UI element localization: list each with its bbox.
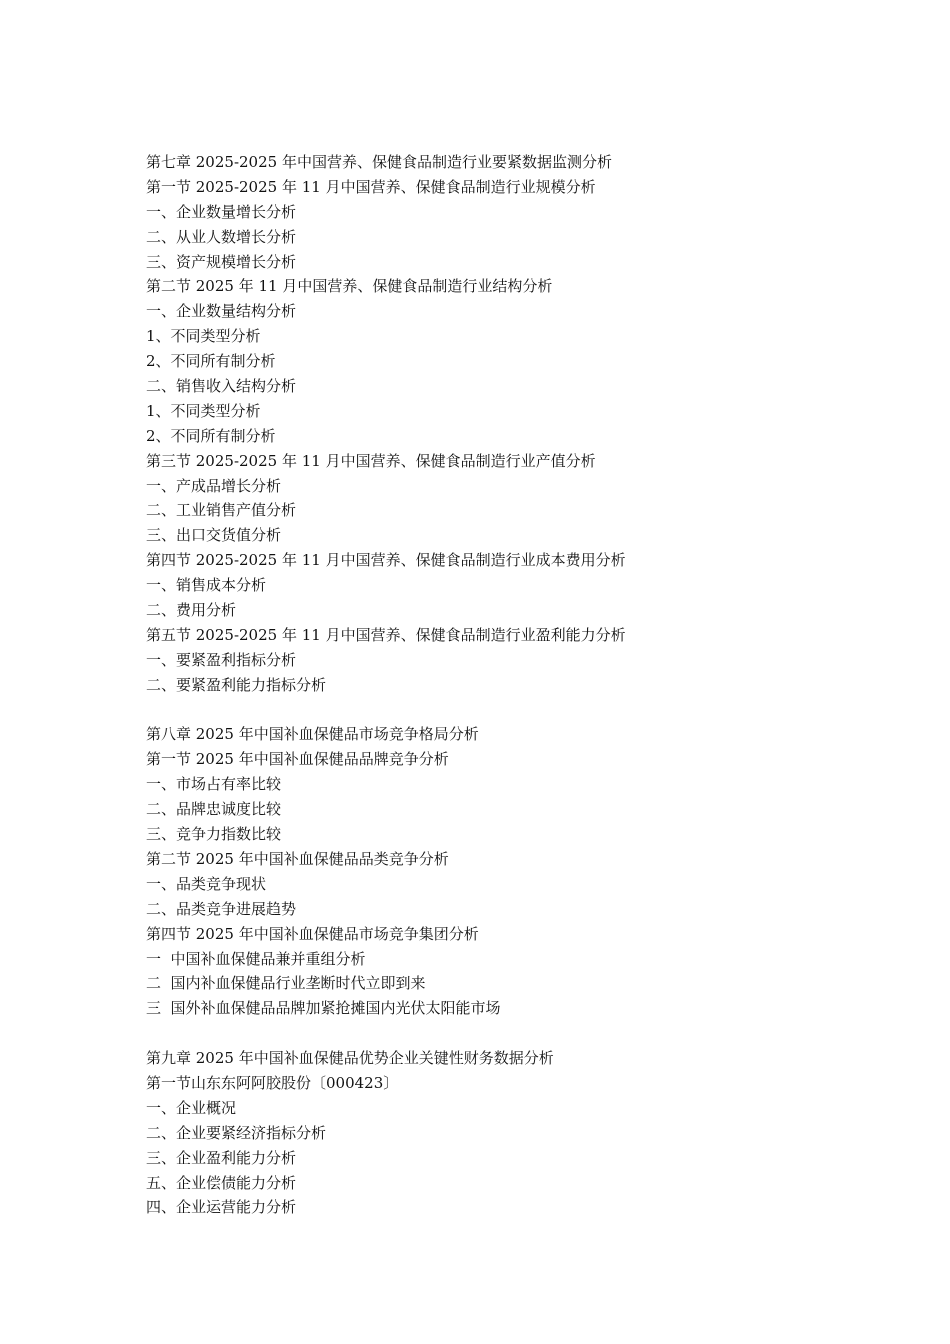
list-item: 二、品类竞争进展趋势	[146, 899, 297, 918]
list-item: 一 中国补血保健品兼并重组分析	[146, 949, 366, 968]
list-item: 一、品类竞争现状	[146, 874, 267, 893]
list-item: 1、不同类型分析	[146, 401, 261, 420]
list-item: 五、企业偿债能力分析	[146, 1173, 297, 1192]
section-title: 第二节 2025 年 11 月中国营养、保健食品制造行业结构分析	[146, 277, 553, 296]
paragraph-gap	[146, 698, 866, 723]
list-item: 2、不同所有制分析	[146, 352, 276, 371]
list-item: 一、要紧盈利指标分析	[146, 650, 297, 669]
list-item: 二、品牌忠诚度比较	[146, 800, 282, 819]
section-title: 第三节 2025-2025 年 11 月中国营养、保健食品制造行业产值分析	[146, 451, 596, 470]
section-title: 第一节山东东阿阿胶股份〔000423〕	[146, 1073, 399, 1092]
list-item: 二、工业销售产值分析	[146, 501, 297, 520]
chapter-title: 第九章 2025 年中国补血保健品优势企业关键性财务数据分析	[146, 1049, 554, 1068]
list-item: 二、要紧盈利能力指标分析	[146, 675, 327, 694]
chapter-title: 第八章 2025 年中国补血保健品市场竞争格局分析	[146, 725, 479, 744]
chapter-title: 第七章 2025-2025 年中国营养、保健食品制造行业要紧数据监测分析	[146, 153, 612, 171]
list-item: 一、企业数量结构分析	[146, 302, 297, 321]
list-item: 一、企业数量增长分析	[146, 202, 297, 221]
list-item: 三 国外补血保健品品牌加紧抢摊国内光伏太阳能市场	[146, 999, 501, 1018]
list-item: 2、不同所有制分析	[146, 426, 276, 445]
list-item: 一、销售成本分析	[146, 576, 267, 595]
list-item: 二、费用分析	[146, 601, 237, 620]
section-title: 第四节 2025-2025 年 11 月中国营养、保健食品制造行业成本费用分析	[146, 551, 626, 570]
list-item: 二、企业要紧经济指标分析	[146, 1123, 327, 1142]
chapter-9	[146, 1046, 866, 1220]
section-title: 第二节 2025 年中国补血保健品品类竞争分析	[146, 849, 449, 868]
section-title: 第五节 2025-2025 年 11 月中国营养、保健食品制造行业盈利能力分析	[146, 625, 626, 644]
list-item: 二、销售收入结构分析	[146, 377, 297, 396]
list-item: 一、市场占有率比较	[146, 775, 282, 794]
list-item: 1、不同类型分析	[146, 327, 261, 346]
list-item: 二、从业人数增长分析	[146, 227, 297, 246]
list-item: 三、企业盈利能力分析	[146, 1148, 297, 1167]
list-item: 四、企业运营能力分析	[146, 1198, 297, 1217]
section-title: 第一节 2025-2025 年 11 月中国营养、保健食品制造行业规模分析	[146, 177, 596, 196]
chapter-8	[146, 722, 866, 1021]
paragraph-gap	[146, 1021, 866, 1046]
list-item: 三、资产规模增长分析	[146, 252, 297, 271]
list-item: 二 国内补血保健品行业垄断时代立即到来	[146, 974, 426, 993]
section-title: 第四节 2025 年中国补血保健品市场竞争集团分析	[146, 924, 479, 943]
chapter-7	[146, 150, 866, 698]
list-item: 三、出口交货值分析	[146, 526, 282, 545]
list-item: 一、产成品增长分析	[146, 476, 282, 495]
list-item: 一、企业概况	[146, 1098, 237, 1117]
list-item: 三、竞争力指数比较	[146, 825, 282, 844]
section-title: 第一节 2025 年中国补血保健品品牌竞争分析	[146, 750, 449, 769]
document-page	[146, 150, 866, 1220]
